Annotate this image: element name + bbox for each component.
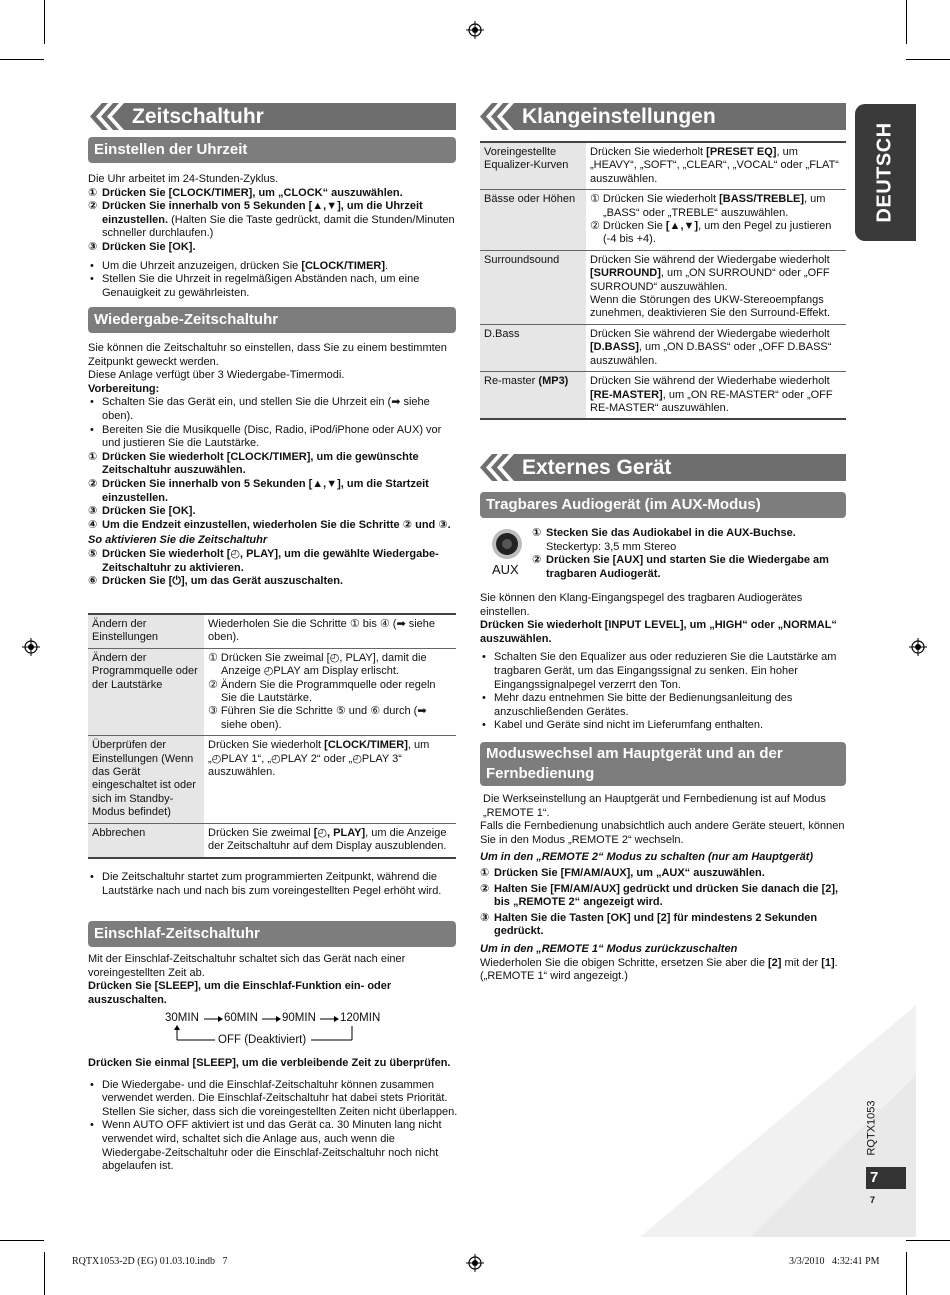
crop-mark [44,0,45,44]
registration-mark-icon [909,638,927,656]
step-text: Drücken Sie [CLOCK/TIMER], um „CLOCK“ auszuwählen. [102,186,403,199]
table-row: Voreingestellte Equalizer-Kurven Drücken Sie wiederholt [PRESET EQ], um „HEAVY“, „SOFT“, „CLEAR“, „VOCAL“ oder „FLAT“ auszuwählen. [480,142,846,190]
chevrons-icon [478,454,522,481]
timer-note [88,871,458,898]
sleep-option: 30MIN [165,1012,199,1024]
section-header-extern [478,454,846,481]
page-number-box: 7 [866,1167,906,1189]
section-title: Zeitschaltuhr [132,105,264,128]
sleep-option: 60MIN [224,1012,258,1024]
table-row: D.Bass Drücken Sie während der Wiedergabe wiederholt [D.BASS], um „ON D.BASS“ oder „OFF D.BASS“ auszuwählen. [480,324,846,371]
registration-mark-icon [22,638,40,656]
bullet-item: • Schalten Sie den Equalizer aus oder reduzieren Sie die Lautstärke am tragbaren Gerät, um das Eingangssignal zu senken. Ein hoher Eingangssignalpegel verzerrt den Ton. [480,651,848,692]
paragraph: Mit der Einschlaf-Zeitschaltuhr schaltet sich das Gerät nach einer voreingestellten Zeit ab. [88,953,406,979]
bullet-item: • Mehr dazu entnehmen Sie bitte der Bedienungsanleitung des anzuschließenden Gerätes. [480,692,848,719]
sub-subheading: Um in den „REMOTE 2“ Modus zu schalten (nur am Hauptgerät) [480,851,814,864]
bullet-item: • Kabel und Geräte sind nicht im Lieferumfang enthalten. [480,719,848,733]
registration-mark-icon [466,1254,484,1272]
sub-subheading: So aktivieren Sie die Zeitschaltuhr [88,534,268,547]
crop-mark [0,59,44,60]
chevrons-icon [88,103,132,130]
crop-mark [906,1240,950,1241]
step-text: Um die Endzeit einzustellen, wiederholen Sie die Schritte ② und ③. [102,518,451,531]
subheading-wiedergabe: Wiedergabe-Zeitschaltuhr [88,307,456,333]
sub-subheading: Um in den „REMOTE 1“ Modus zurückzuschalten [480,942,738,955]
page-number-small: 7 [870,1195,876,1205]
subheading-uhrzeit: Einstellen der Uhrzeit [88,137,456,163]
section-title: Externes Gerät [522,456,672,479]
sleep-cycle-diagram [165,1012,395,1048]
aux-steps: ① Stecken Sie das Audiokabel in die AUX-Buchse. Steckertyp: 3,5 mm Stereo ② Drücken Sie [AUX] und starten Sie die Wiedergabe am tragbaren Audiogerät. [532,527,848,581]
section-header-klang [478,103,846,130]
step-text: Halten Sie die Tasten [OK] und [2] für mindestens 2 Sekunden gedrückt. [494,911,818,938]
crop-mark [44,1252,45,1295]
step-text: Drücken Sie [FM/AM/AUX], um „AUX“ auszuwählen. [494,866,765,879]
section-title: Klangeinstellungen [522,105,716,128]
paragraph: Falls die Fernbedienung unabsichtlich auch andere Geräte steuert, können Sie in den Modus „REMOTE 2“ wechseln. [480,820,845,846]
table-row: Ändern der Einstellungen Wiederholen Sie die Schritte ① bis ④ (➡ siehe oben). [88,614,456,648]
language-tab-label: DEUTSCH [874,122,897,223]
aux-jack-icon [491,528,523,560]
step-text: Drücken Sie [⏻], um das Gerät auszuschalten. [102,575,343,588]
step-text: Stecken Sie das Audiokabel in die AUX-Buchse. [546,527,796,539]
paragraph: Die Uhr arbeitet im 24-Stunden-Zyklus. [88,173,279,185]
uhrzeit-content: Die Uhr arbeitet im 24-Stunden-Zyklus. ① Drücken Sie [CLOCK/TIMER], um „CLOCK“ auszuwählen. ② Drücken Sie innerhalb von 5 Sekunden [▲,▼], um die Uhrzeit einzustellen. (Halten Sie die Taste gedrückt, damit die Stunden/Minuten schneller durchlaufen.) ③ Drücken Sie [OK]. • Um die Uhrzeit anzuzeigen, drücken Sie [CLOCK/TIMER]. • Stellen Sie die Uhrzeit in regelmäßigen Abständen nach, um eine Genauigkeit zu gewährleisten. [88,173,456,300]
step-text: Drücken Sie [OK]. [102,240,196,253]
step-text: Drücken Sie wiederholt [CLOCK/TIMER], um die gewünschte Zeitschaltuhr auszuwählen. [102,450,419,477]
paragraph: Drücken Sie [SLEEP], um die Einschlaf-Funktion ein- oder auszuschalten. [88,980,392,1006]
sound-settings-table [480,141,846,420]
aux-content [480,592,848,733]
bullet-item: • Schalten Sie das Gerät ein, und stellen Sie die Uhrzeit ein (➡ siehe oben). [88,396,458,423]
bullet-item: • Bereiten Sie die Musikquelle (Disc, Radio, iPod/iPhone oder AUX) vor und justieren Sie die Lautstärke. [88,424,458,451]
paragraph: Sie können den Klang-Eingangspegel des tragbaren Audiogerätes einstellen. [480,592,803,618]
step-note: Steckertyp: 3,5 mm Stereo [546,540,677,553]
paragraph: Die Werkseinstellung an Hauptgerät und Fernbedienung ist auf Modus „REMOTE 1“. [483,793,826,819]
preparation-label: Vorbereitung: [88,382,160,395]
sleep-option: 120MIN [340,1012,381,1024]
step-text: Drücken Sie [OK]. [102,505,196,518]
modus-content: Die Werkseinstellung an Hauptgerät und Fernbedienung ist auf Modus „REMOTE 1“. Falls die Fernbedienung unabsichtlich auch andere Geräte steuert, können Sie in den Modus „REMOTE 2“ wechseln. Um in den „REMOTE 2“ Modus zu schalten (nur am Hauptgerät) ① Drücken Sie [FM/AM/AUX], um „AUX“ auszuwählen. ② Halten Sie [FM/AM/AUX] gedrückt und drücken Sie danach die [2], bis „REMOTE 2“ angezeigt wird. ③ Halten Sie die Tasten [OK] und [2] für mindestens 2 Sekunden gedrückt. Um in den „REMOTE 1“ Modus zurückzuschalten Wiederholen Sie die obigen Schritte, ersetzen Sie aber die [2] mit der [1]. („REMOTE 1“ wird angezeigt.) [480,793,850,984]
registration-mark-icon [466,21,484,39]
bullet-item: • Die Zeitschaltuhr startet zum programmierten Zeitpunkt, während die Lautstärke nach und nach bis zum voreingestellten Pegel erhöht wird. [88,871,458,898]
step-text: Drücken Sie innerhalb von 5 Sekunden [▲,▼], um die Uhrzeit einzustellen. [102,200,423,226]
paragraph: Drücken Sie einmal [SLEEP], um die verbleibende Zeit zu überprüfen. [88,1057,451,1069]
sleep-off-label: OFF (Deaktiviert) [218,1034,307,1046]
crop-mark [906,0,907,44]
footer-date: 3/3/2010 4:32:41 PM [789,1256,880,1267]
subheading-modus: Moduswechsel am Hauptgerät und an der Fernbedienung [480,742,846,786]
table-row: Abbrechen Drücken Sie zweimal [◴, PLAY], um die Anzeige der Zeitschaltuhr auf dem Display auszublenden. [88,823,456,857]
paragraph: Diese Anlage verfügt über 3 Wiedergabe-Timermodi. [88,369,345,382]
bullet-item: • Die Wiedergabe- und die Einschlaf-Zeitschaltuhr können zusammen verwendet werden. Die Einschlaf-Zeitschaltuhr hat dabei stets Priorität. Stellen Sie sicher, dass sich die voreingestellten Zeiten nicht überlappen. [88,1079,458,1120]
bullet-item: • Wenn AUTO OFF aktiviert ist und das Gerät ca. 30 Minuten lang nicht verwendet wird, schaltet sich die Anlage aus, auch wenn die Wiedergabe-Zeitschaltuhr oder die Einschlaf-Zeitschaltuhr noch nicht abgelaufen ist. [88,1119,458,1173]
table-row: Überprüfen der Einstellungen (Wenn das Gerät eingeschaltet ist oder sich im Standby-Modus befindet) Drücken Sie wiederholt [CLOCK/TIMER], um „◴PLAY 1“, „◴PLAY 2“ oder „◴PLAY 3“ auszuwählen. [88,736,456,823]
step-text: Drücken Sie [AUX] und starten Sie die Wiedergabe am tragbaren Audiogerät. [546,554,829,580]
model-code-vertical: RQTX1053 [866,1100,878,1156]
step-text: Drücken Sie wiederholt [◴, PLAY], um die gewählte Wiedergabe-Zeitschaltuhr zu aktivieren. [102,547,439,574]
table-row: Re-master (MP3) Drücken Sie während der Wiederhabe wiederholt [RE-MASTER], um „ON RE-MASTER“ oder „OFF RE-MASTER“ auszuwählen. [480,372,846,420]
einschlaf-notes [88,1057,458,1174]
paragraph: Sie können die Zeitschaltuhr so einstellen, dass Sie zu einem bestimmten Zeitpunkt geweckt werden. [88,342,447,368]
bullet-item: • Stellen Sie die Uhrzeit in regelmäßigen Abständen nach, um eine Genauigkeit zu gewährleisten. [88,273,456,300]
aux-label: AUX [492,562,519,577]
subheading-einschlaf: Einschlaf-Zeitschaltuhr [88,921,456,947]
crop-mark [0,1240,44,1241]
paragraph: Drücken Sie wiederholt [INPUT LEVEL], um „HIGH“ oder „NORMAL“ auszuwählen. [480,619,837,645]
section-header-zeitschaltuhr [88,103,456,130]
timer-table [88,613,456,859]
einschlaf-content [88,953,458,1007]
table-row: Surroundsound Drücken Sie während der Wiedergabe wiederholt [SURROUND], um „ON SURROUND“ oder „OFF SURROUND“ auszuwählen. Wenn die Störungen des UKW-Stereoempfangs zunehmen, deaktivieren Sie den Surround-Effekt. [480,250,846,324]
paragraph: („REMOTE 1“ wird angezeigt.) [480,970,628,983]
subheading-aux: Tragbares Audiogerät (im AUX-Modus) [480,492,846,518]
crop-mark [906,1252,907,1295]
step-note: (Halten Sie die Taste gedrückt, damit die Stunden/Minuten schneller durchlaufen.) [102,213,455,240]
sleep-option: 90MIN [282,1012,316,1024]
step-text: Halten Sie [FM/AM/AUX] gedrückt und drücken Sie danach die [2], bis „REMOTE 2“ angezeigt wird. [494,882,839,909]
table-row: Ändern der Programmquelle oder der Lautstärke ① Drücken Sie zweimal [◴, PLAY], damit die Anzeige ◴PLAY am Display erlischt. ② Ändern Sie die Programmquelle oder regeln Sie die Lautstärke. ③ Führen Sie die Schritte ⑤ und ⑥ durch (➡ siehe oben). [88,648,456,735]
language-tab [855,104,916,241]
wiedergabe-content: Sie können die Zeitschaltuhr so einstellen, dass Sie zu einem bestimmten Zeitpunkt geweckt werden. Diese Anlage verfügt über 3 Wiedergabe-Timermodi. Vorbereitung: • Schalten Sie das Gerät ein, und stellen Sie die Uhrzeit ein (➡ siehe oben). • Bereiten Sie die Musikquelle (Disc, Radio, iPod/iPhone oder AUX) vor und justieren Sie die Lautstärke. ① Drücken Sie wiederholt [CLOCK/TIMER], um die gewünschte Zeitschaltuhr auszuwählen. ② Drücken Sie innerhalb von 5 Sekunden [▲,▼], um die Startzeit einzustellen. ③ Drücken Sie [OK]. ④ Um die Endzeit einzustellen, wiederholen Sie die Schritte ② und ③. So aktivieren Sie die Zeitschaltuhr ⑤ Drücken Sie wiederholt [◴, PLAY], um die gewählte Wiedergabe-Zeitschaltuhr zu aktivieren. ⑥ Drücken Sie [⏻], um das Gerät auszuschalten. [88,342,458,589]
footer-file: RQTX1053-2D (EG) 01.03.10.indb 7 [72,1256,228,1267]
step-text: Drücken Sie innerhalb von 5 Sekunden [▲,▼], um die Startzeit einzustellen. [102,477,429,504]
crop-mark [906,59,950,60]
chevrons-icon [478,103,522,130]
table-row: Bässe oder Höhen ① Drücken Sie wiederholt [BASS/TREBLE], um „BASS“ oder „TREBLE“ auszuwählen. ② Drücken Sie [▲,▼], um den Pegel zu justieren (-4 bis +4). [480,190,846,251]
